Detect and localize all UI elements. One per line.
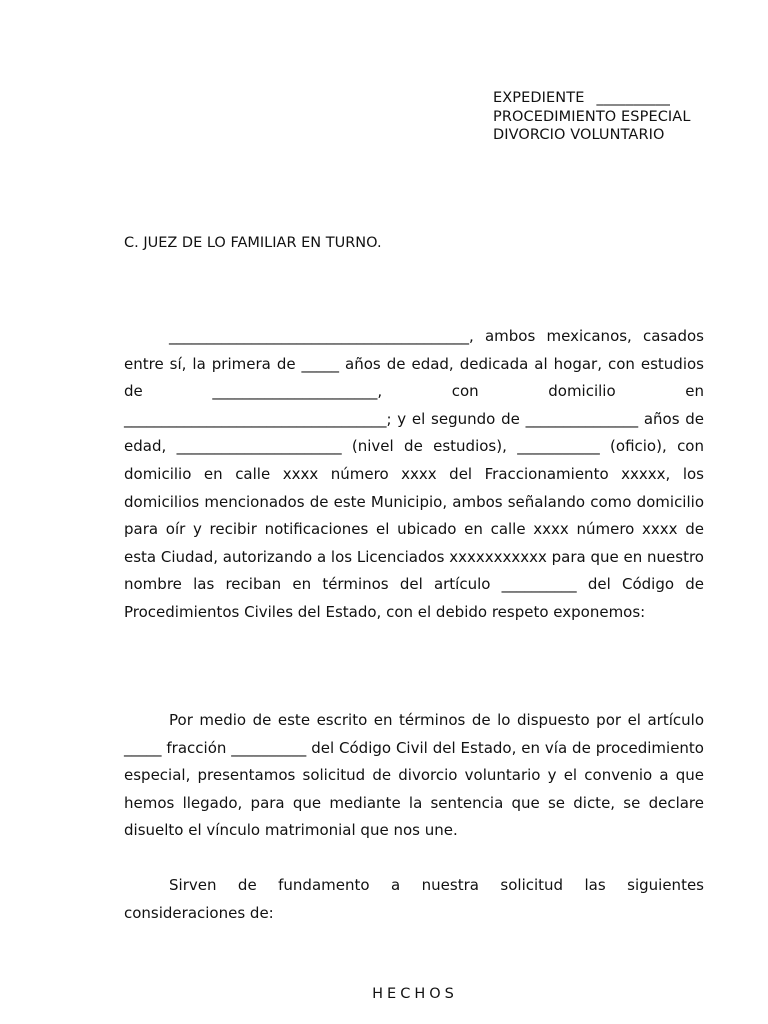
addressee-line: C. JUEZ DE LO FAMILIAR EN TURNO. <box>124 235 382 251</box>
expediente-label: EXPEDIENTE <box>493 90 585 106</box>
petition-paragraph-grounds <box>124 872 704 927</box>
case-type: DIVORCIO VOLUNTARIO <box>493 127 665 143</box>
expediente-number-blank: __________ <box>596 90 670 106</box>
paragraph-request-text: Por medio de este escrito en términos de lo dispuesto por el artículo _____ fracción __________ del Código Civil del Estado, en vía de procedimiento especial, presentamos solicitud de divorcio voluntario y el convenio a que hemos llegado, para que mediante la sentencia que se dicte, se declare disuelto el vínculo matrimonial que nos une. <box>124 711 704 840</box>
case-header <box>493 89 691 145</box>
procedure-type: PROCEDIMIENTO ESPECIAL <box>493 108 691 125</box>
paragraph-parties-text: ________________________________________, ambos mexicanos, casados entre sí, la primera de _____ años de edad, dedicada al hogar, con estudios de ______________________, con domicilio en ___________________________________; y el segundo de _______________ años de edad, ______________________ (nivel de estudios), ___________ (oficio), con domicilio en calle xxxx número xxxx del Fraccionamiento xxxxx, los domicilios mencionados de este Municipio, ambos señalando como domicilio para oír y recibir notificaciones el ubicado en calle xxxx número xxxx de esta Ciudad, autorizando a los Licenciados xxxxxxxxxxx para que en nuestro nombre las reciban en términos del artículo __________ del Código de Procedimientos Civiles del Estado, con el debido respeto exponemos: <box>124 327 704 621</box>
section-title-hechos: HECHOS <box>372 986 458 1002</box>
expediente-line <box>493 89 691 108</box>
petition-paragraph-request <box>124 707 704 845</box>
paragraph-grounds-text: Sirven de fundamento a nuestra solicitud las siguientes consideraciones de: <box>124 876 704 922</box>
petition-paragraph-parties <box>124 323 704 627</box>
